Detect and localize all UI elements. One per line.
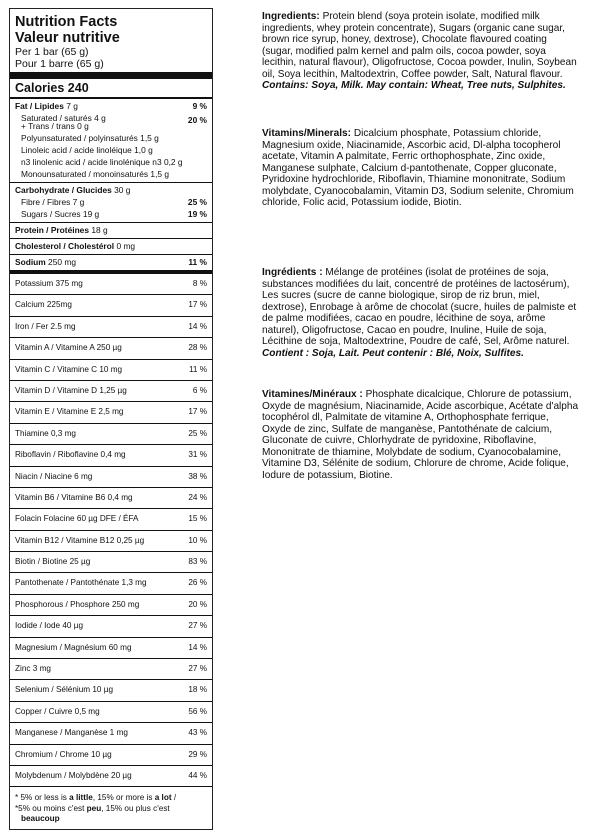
nutrient-row — [10, 766, 212, 787]
nutrient-pct: 15 % — [188, 514, 207, 524]
nutrient-row — [10, 552, 212, 573]
sugars-row — [15, 208, 207, 220]
nutrient-row — [10, 488, 212, 509]
nutrient-pct: 28 % — [188, 343, 207, 353]
ingredients-fr-heading: Ingrédients : — [262, 267, 323, 278]
protein-label: Protein / Protéines — [15, 225, 89, 235]
nutrient-pct: 83 % — [188, 557, 207, 567]
linoleic-row — [15, 144, 207, 156]
nutrient-row — [10, 638, 212, 659]
nutrient-label: Magnesium / Magnésium 60 mg — [15, 642, 132, 652]
nutrient-label: Vitamin D / Vitamine D 1,25 µg — [15, 385, 127, 395]
nutrient-row — [10, 616, 212, 637]
nutrient-label: Vitamin A / Vitamine A 250 µg — [15, 343, 122, 353]
cholesterol-block — [10, 239, 212, 255]
nutrient-pct: 25 % — [188, 428, 207, 438]
carb-label: Carbohydrate / Glucides — [15, 185, 112, 195]
nutrient-label: Vitamin B12 / Vitamine B12 0,25 µg — [15, 535, 145, 545]
vitamins-minerals-fr — [262, 389, 580, 485]
nutrient-label: Niacin / Niacine 6 mg — [15, 471, 93, 481]
nutrient-label: Iron / Fer 2.5 mg — [15, 321, 76, 331]
nutrient-label: Thiamine 0,3 mg — [15, 428, 76, 438]
carb-row — [15, 184, 207, 196]
nutrient-row — [10, 595, 212, 616]
divider-thick — [10, 72, 212, 79]
nutrient-label: Vitamin B6 / Vitamine B6 0,4 mg — [15, 492, 133, 502]
nutrient-pct: 44 % — [188, 770, 207, 780]
nutrient-pct: 8 % — [192, 279, 207, 288]
nutrient-row — [10, 659, 212, 680]
nutrient-row — [10, 445, 212, 466]
nutrient-pct: 38 % — [188, 471, 207, 481]
linoleic-label: Linoleic acid / acide linoléique 1,0 g — [21, 145, 153, 155]
sodium-value: 250 mg — [48, 257, 76, 267]
ingredients-fr-contains: Contient : Soja, Lait. Peut contenir : Blé, Noix, Sulfites. — [262, 347, 524, 359]
nutrient-pct: 11 % — [188, 364, 207, 374]
nutrient-row — [10, 360, 212, 381]
sugars-label: Sugars / Sucres 19 g — [21, 209, 100, 219]
nutrient-row — [10, 573, 212, 594]
nutrient-label: Manganese / Manganèse 1 mg — [15, 728, 128, 738]
vitamins-fr-body: Phosphate dicalcique, Chlorure de potassium, Oxyde de magnésium, Niacinamide, Acide ascorbique, Acétate d'alpha tocophérol dl, Palmitate de vitamine A, Orthophosphate ferrique, Oxyde de zinc, Sulfate de manganèse, Pantothénate de calcium, Gluconate de cuivre, Chlorhydrate de pyridoxine, Riboflavine, Mononitrate de thiamine, Molybdate de sodium, Cyanocobalamine, Vitamine D3, Sélénite de sodium, Chlorure de chrome, Acide folique, Iodure de potassium, Biotine. — [262, 389, 579, 481]
nutrient-label: Chromium / Chrome 10 µg — [15, 749, 112, 759]
sugars-pct: 19 % — [187, 209, 207, 219]
ingredients-fr — [262, 267, 580, 363]
protein-row — [15, 224, 207, 236]
vitamins-minerals-en — [262, 128, 580, 213]
nutrient-row — [10, 509, 212, 530]
nutrient-pct: 24 % — [188, 492, 207, 502]
nutrient-row — [10, 723, 212, 744]
nutrient-pct: 29 % — [188, 749, 207, 759]
fibre-pct: 25 % — [187, 197, 207, 207]
n3-row — [15, 156, 207, 168]
nutrient-row — [10, 381, 212, 402]
nutrient-label: Molybdenum / Molybdène 20 µg — [15, 770, 132, 780]
footnote-fr: *5% ou moins c'est peu, 15% ou plus c'est beaucoup — [15, 803, 170, 824]
nutrient-row — [10, 295, 212, 316]
nutrient-pct: 17 % — [188, 407, 207, 417]
nutrient-label: Iodide / Iode 40 µg — [15, 621, 83, 631]
nutrient-row — [10, 680, 212, 701]
nutrient-pct: 14 % — [188, 642, 207, 652]
nutrient-label: Potassium 375 mg — [15, 279, 83, 288]
nutrient-label: Vitamin E / Vitamine E 2,5 mg — [15, 407, 124, 417]
sodium-block — [10, 255, 212, 274]
vitamins-fr-heading: Vitamines/Minéraux : — [262, 389, 363, 400]
cholesterol-label: Cholesterol / Cholestérol — [15, 241, 115, 251]
nutrient-row — [10, 274, 212, 295]
cholesterol-row — [15, 240, 207, 252]
sat-trans-pct: 20 % — [187, 115, 207, 125]
nutrient-pct: 27 % — [188, 621, 207, 631]
nutrient-label: Calcium 225mg — [15, 300, 72, 310]
fibre-row — [15, 196, 207, 208]
ingredients-fr-body: Mélange de protéines (isolat de protéines de soja, substances modifiées du lait, concentré de protéines de lactosérum), Les sucres (sucre de canne biologique, sirop de riz brun, miel, dextrose), Enrobage à arôme de chocolat (sucre, huiles de palmiste et de palme modifiées, cacao en poudre, lécithine de soya, arôme naturel), Oligofructose, Cacao en poudre, Inuline, Huile de soja, Lécithine de soja, Maltodextrine, Poudre de café, Sel, Arôme naturel. — [262, 267, 577, 347]
panel-title-fr: Valeur nutritive — [15, 30, 120, 46]
calories: Calories 240 — [10, 79, 212, 99]
nutrient-pct: 17 % — [188, 300, 207, 310]
sodium-label: Sodium — [15, 257, 46, 267]
nutrient-label: Zinc 3 mg — [15, 664, 51, 674]
nutrient-row — [10, 702, 212, 723]
sodium-row — [15, 256, 207, 268]
nutrient-row — [10, 317, 212, 338]
serving-size-en: Per 1 bar (65 g) — [15, 46, 89, 58]
nutrition-facts-panel — [9, 8, 213, 830]
nutrient-label: Folacin Folacine 60 µg DFE / ÉFA — [15, 514, 139, 524]
panel-title-en: Nutrition Facts — [15, 14, 118, 30]
nutrient-pct: 56 % — [188, 706, 207, 716]
fat-pct: 9 % — [192, 101, 207, 111]
nutrient-row — [10, 402, 212, 423]
trans-label: + Trans / trans 0 g — [21, 121, 89, 131]
nutrient-label: Selenium / Sélénium 10 µg — [15, 685, 114, 695]
footnote — [15, 787, 207, 825]
cholesterol-value: 0 mg — [116, 241, 136, 251]
nutrient-row — [10, 531, 212, 552]
fat-block — [10, 99, 212, 183]
nutrient-pct: 20 % — [188, 599, 207, 609]
nutrient-label: Vitamin C / Vitamine C 10 mg — [15, 364, 123, 374]
ingredients-en-contains: Contains: Soya, Milk. May contain: Wheat, Tree nuts, Sulphites. — [262, 80, 566, 91]
ingredients-en — [262, 11, 580, 96]
footnote-en: * 5% or less is a little, 15% or more is a lot / — [15, 793, 177, 803]
nutrient-pct: 6 % — [192, 385, 207, 395]
serving-size-fr: Pour 1 barre (65 g) — [15, 58, 104, 70]
nutrient-pct: 18 % — [188, 685, 207, 695]
nutrient-label: Pantothenate / Pantothénate 1,3 mg — [15, 578, 147, 588]
nutrient-row — [10, 467, 212, 488]
nutrient-pct: 14 % — [188, 321, 207, 331]
fibre-label: Fibre / Fibres 7 g — [21, 197, 85, 207]
nutrient-row — [10, 338, 212, 359]
polyunsat-row — [15, 132, 207, 144]
fat-row — [15, 100, 207, 112]
protein-block — [10, 223, 212, 239]
nutrient-pct: 31 % — [188, 450, 207, 460]
nutrient-label: Biotin / Biotine 25 µg — [15, 557, 91, 567]
monounsat-row — [15, 168, 207, 180]
monounsat-label: Monounsaturated / monoinsaturés 1,5 g — [21, 169, 170, 179]
protein-value: 18 g — [91, 225, 108, 235]
carb-value: 30 g — [114, 185, 131, 195]
sodium-pct: 11 % — [188, 257, 207, 267]
nutrient-row — [10, 424, 212, 445]
fat-value: 7 g — [66, 101, 78, 111]
vitamins-en-heading: Vitamins/Minerals: — [262, 128, 352, 139]
nutrient-label: Riboflavin / Riboflavine 0,4 mg — [15, 450, 126, 460]
vitamins-en-body: Dicalcium phosphate, Potassium chloride, Magnesium oxide, Niacinamide, Ascorbic acid, Dl-alpha tocopherol acetate, Vitamin A palmitate, Ferric orthophosphate, Zinc oxide, Manganese sulphate, Calcium d-pantothenate, Copper gluconate, Pyridoxine hydrochloride, Riboflavin, Thiamine mononitrate, Sodium molybdate, Cyanocobalamin, Vitamin D3, Sodium selenite, Chromium chloride, Folic acid, Potassium iodide, Biotin. — [262, 128, 574, 208]
nutrient-pct: 27 % — [188, 664, 207, 674]
nutrient-pct: 10 % — [188, 535, 207, 545]
nutrient-label: Phosphorous / Phosphore 250 mg — [15, 599, 140, 609]
polyunsat-label: Polyunsaturated / polyinsaturés 1,5 g — [21, 133, 159, 143]
nutrient-row — [10, 745, 212, 766]
ingredients-en-heading: Ingredients: — [262, 11, 320, 22]
nutrient-pct: 43 % — [188, 728, 207, 738]
nutrient-pct: 26 % — [188, 578, 207, 588]
carb-block — [10, 183, 212, 223]
n3-label: n3 linolenic acid / acide linolénique n3 0,2 g — [21, 157, 183, 167]
nutrient-label: Copper / Cuivre 0,5 mg — [15, 706, 100, 716]
ingredients-en-body: Protein blend (soya protein isolate, modified milk ingredients, whey protein concentrate), Sugars (organic cane sugar, brown rice syrup, honey, dextrose), Chocolate flavoured coating (sugar, modified palm kernel and palm oils, cocoa powder, soya lecithin, natural flavour), Oligofructose, Cocoa powder, Inulin, Soybean oil, Soya lecithin, Maltodextrin, Coffee powder, Salt, Natural flavour. — [262, 11, 577, 80]
fat-label: Fat / Lipides — [15, 101, 64, 111]
nutrient-list — [15, 274, 207, 787]
saturated-label: Saturated / saturés 4 g — [21, 113, 106, 123]
